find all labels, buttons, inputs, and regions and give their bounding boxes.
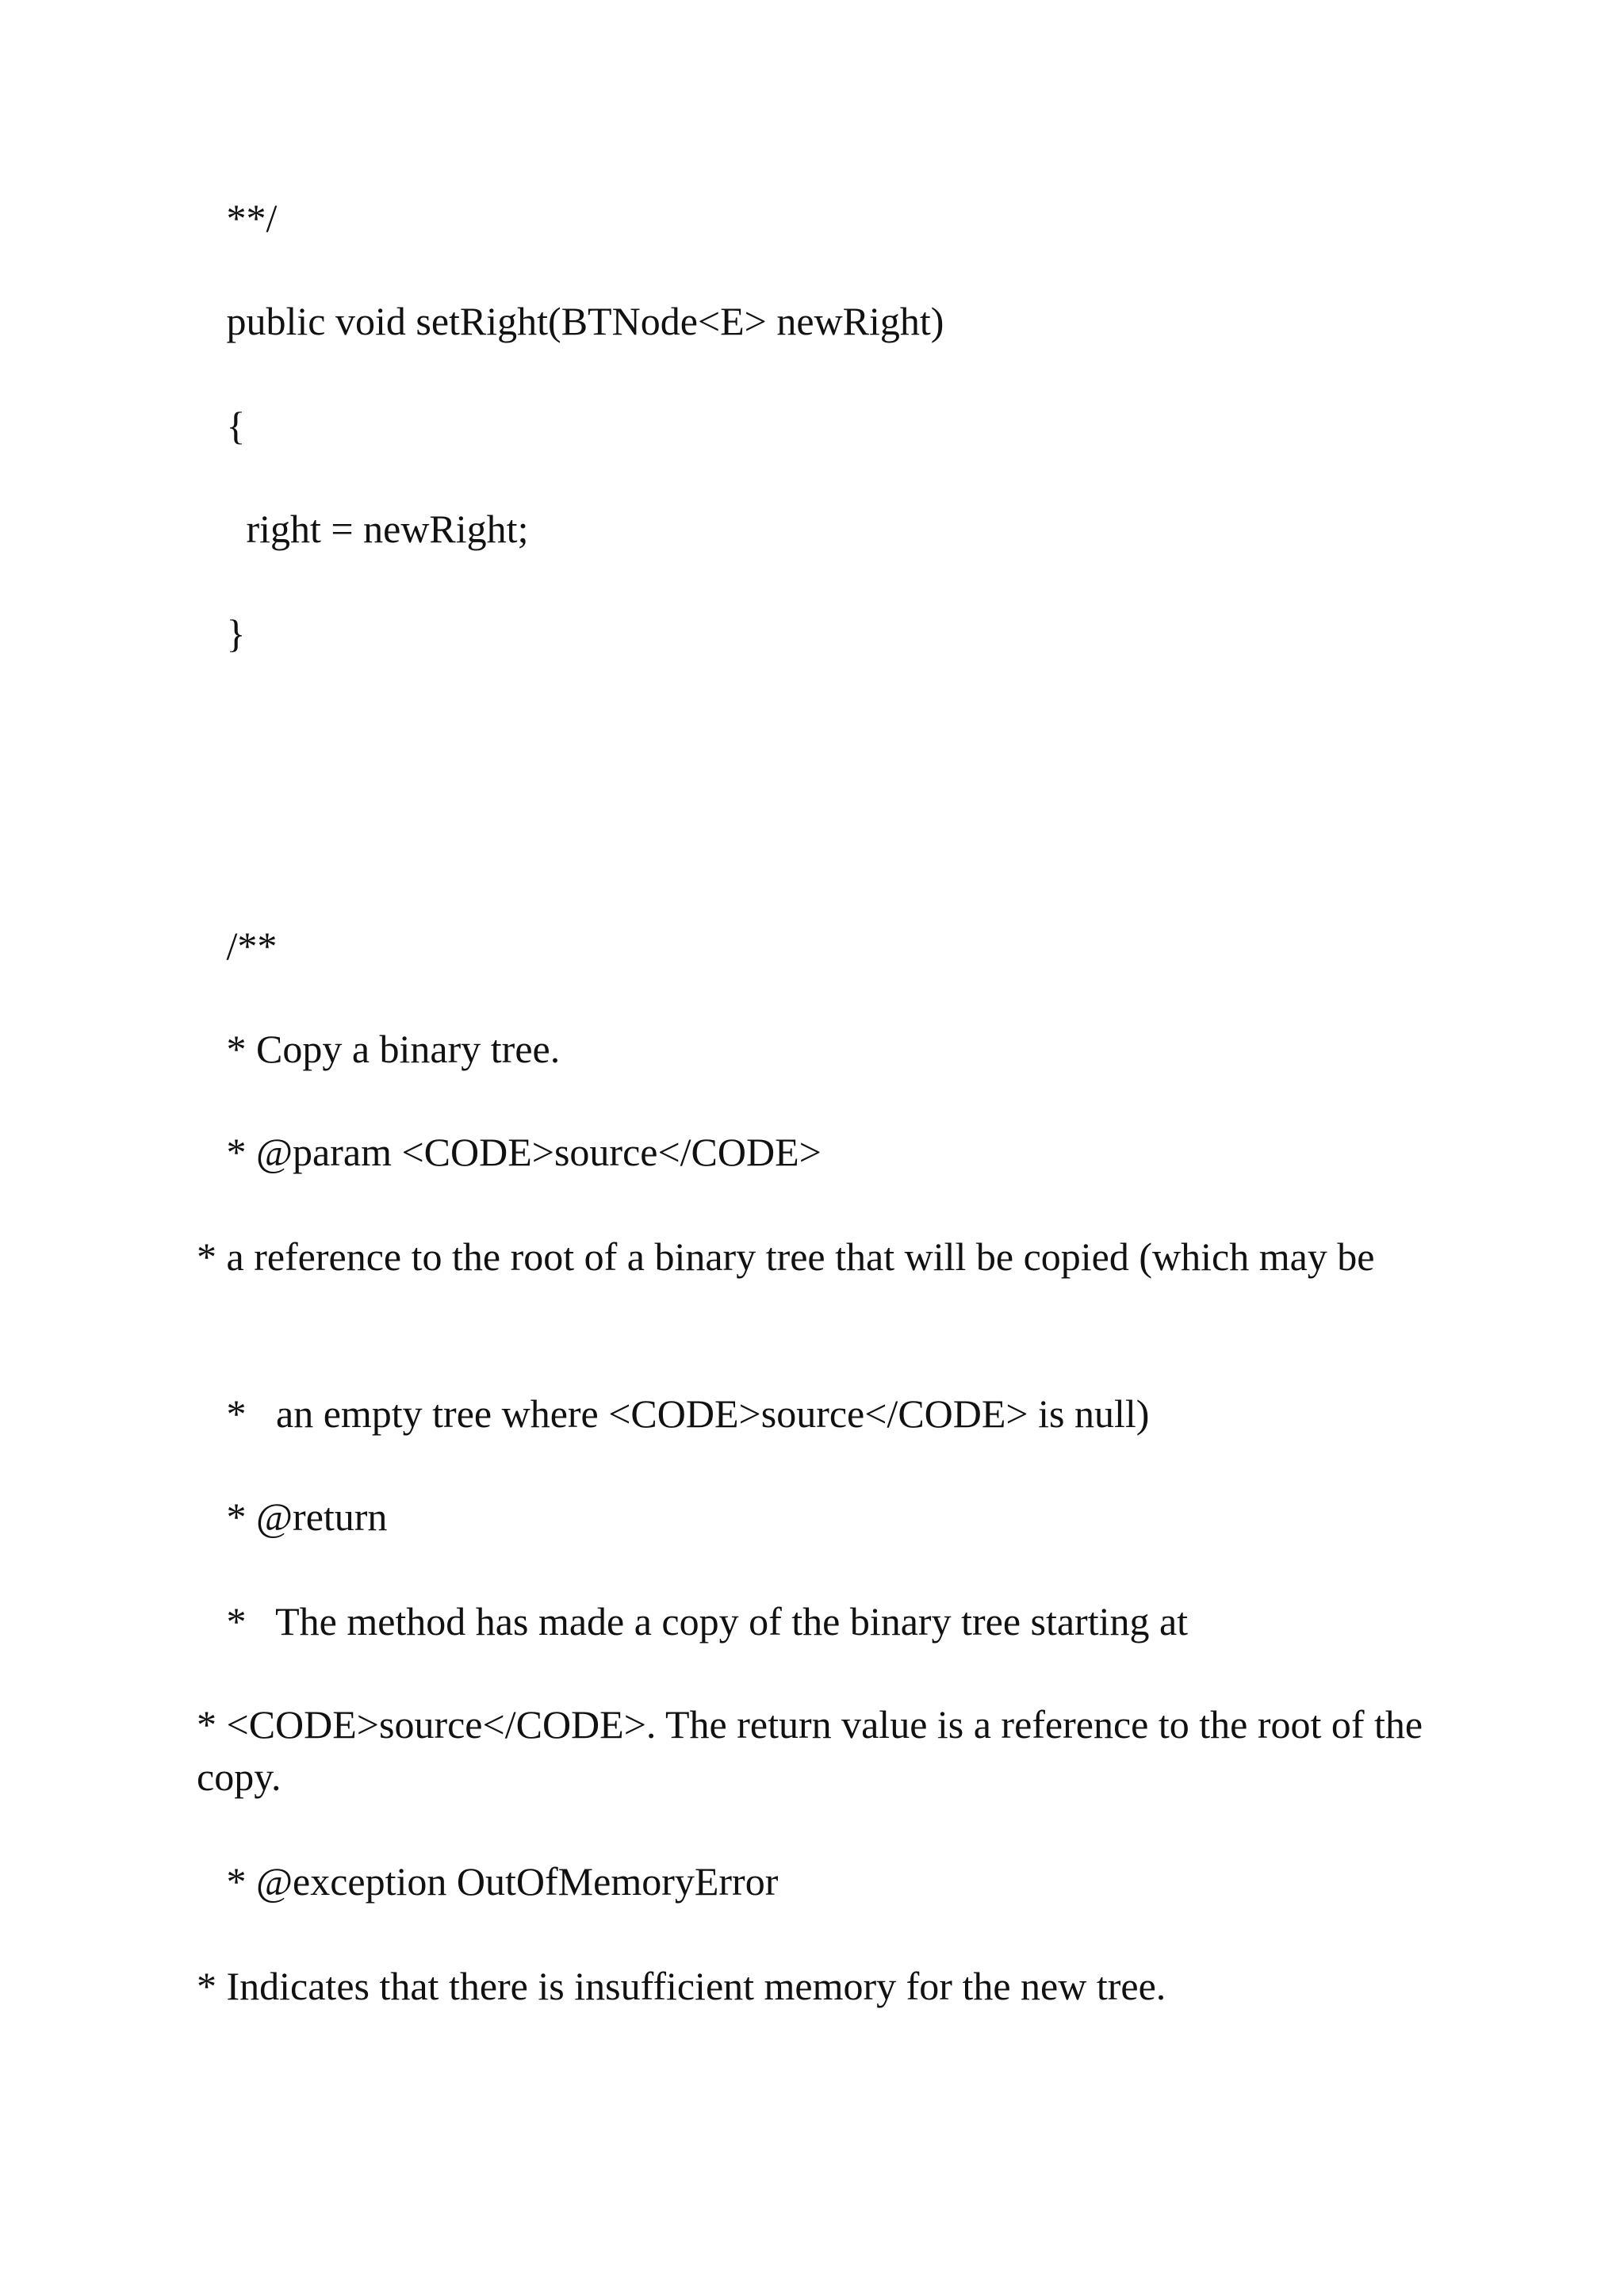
javadoc-return-continuation-line: * <CODE>source</CODE>. The return value is a reference to the root of the copy. — [197, 1702, 1423, 1799]
javadoc-exception-line: * @exception OutOfMemoryError — [197, 1859, 779, 1904]
assignment-line: right = newRight; — [197, 507, 529, 551]
comment-close-line: **/ — [197, 196, 278, 240]
javadoc-param-continuation-line: * an empty tree where <CODE>source</CODE> is null) — [197, 1391, 1150, 1436]
javadoc-return-description-line: * The method has made a copy of the binary tree starting at — [197, 1599, 1189, 1644]
open-brace-line: { — [197, 404, 246, 448]
method-signature-line: public void setRight(BTNode<E> newRight) — [197, 299, 944, 343]
javadoc-param-line: * @param <CODE>source</CODE> — [197, 1130, 822, 1174]
javadoc-summary-line: * Copy a binary tree. — [197, 1027, 561, 1071]
javadoc-open-line: /** — [197, 924, 278, 968]
javadoc-param-description-line: * a reference to the root of a binary tree that will be copied (which may be — [197, 1234, 1375, 1279]
javadoc-exception-description-line: * Indicates that there is insufficient memory for the new tree. — [197, 1964, 1166, 2008]
close-brace-line: } — [197, 611, 246, 656]
javadoc-return-line: * @return — [197, 1494, 388, 1539]
